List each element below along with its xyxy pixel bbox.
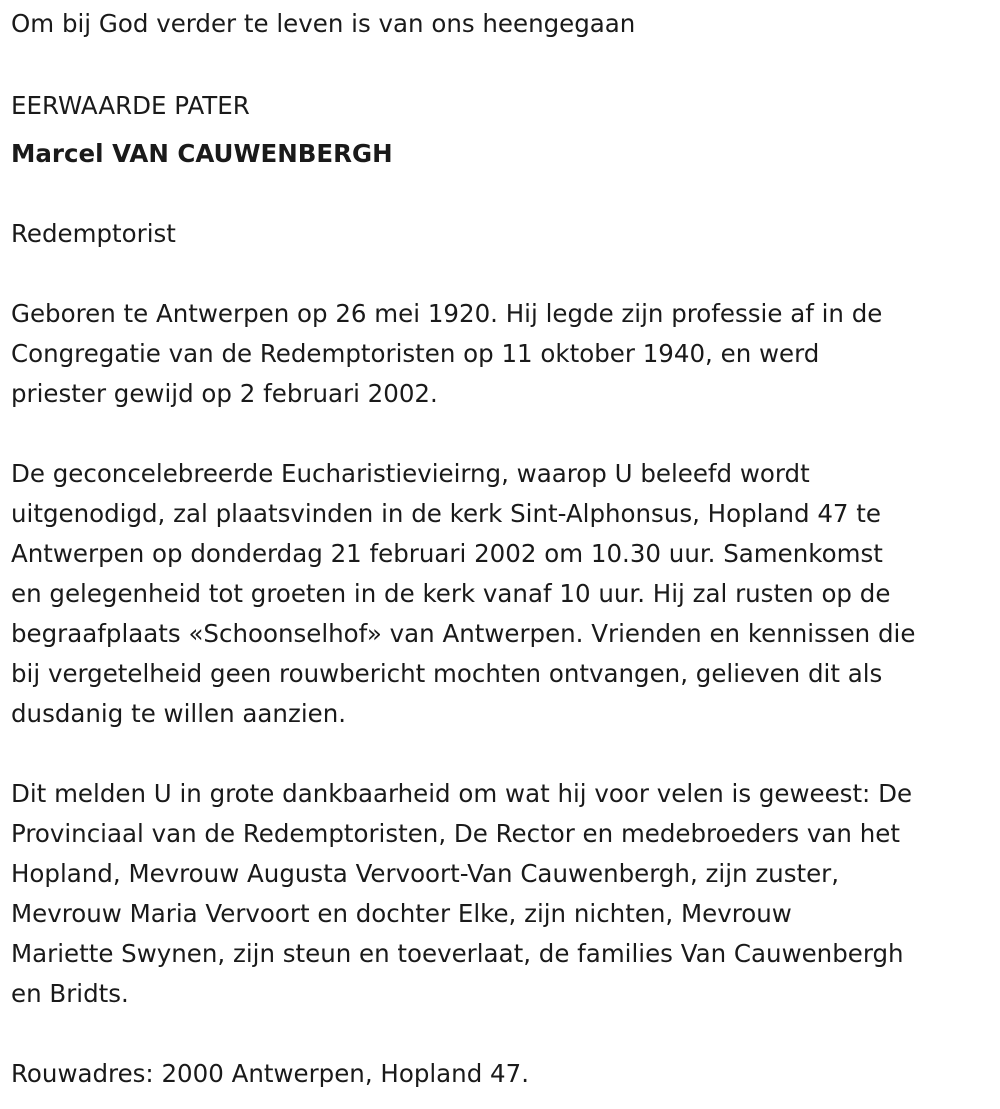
paragraph-line: Geboren te Antwerpen op 26 mei 1920. Hij legde zijn professie af in de bbox=[11, 299, 883, 328]
paragraph-line: en gelegenheid tot groeten in de kerk vanaf 10 uur. Hij zal rusten op de bbox=[11, 579, 891, 608]
paragraph-line: Congregatie van de Redemptoristen op 11 oktober 1940, en werd bbox=[11, 339, 820, 368]
paragraph-line: Hopland, Mevrouw Augusta Vervoort-Van Cauwenbergh, zijn zuster, bbox=[11, 859, 840, 888]
title-line: EERWAARDE PATER bbox=[11, 91, 250, 120]
mourning-address: Rouwadres: 2000 Antwerpen, Hopland 47. bbox=[11, 1059, 530, 1088]
religious-order: Redemptorist bbox=[11, 219, 176, 248]
paragraph-line: Dit melden U in grote dankbaarheid om wat hij voor velen is geweest: De bbox=[11, 779, 913, 808]
paragraph-line: bij vergetelheid geen rouwbericht mochten ontvangen, gelieven dit als bbox=[11, 659, 883, 688]
paragraph-line: dusdanig te willen aanzien. bbox=[11, 699, 347, 728]
intro-text: Om bij God verder te leven is van ons heengegaan bbox=[11, 9, 636, 38]
paragraph-line: priester gewijd op 2 februari 2002. bbox=[11, 379, 438, 408]
paragraph-line: Provinciaal van de Redemptoristen, De Rector en medebroeders van het bbox=[11, 819, 900, 848]
paragraph-line: De geconcelebreerde Eucharistievieirng, waarop U beleefd wordt bbox=[11, 459, 810, 488]
paragraph-line: uitgenodigd, zal plaatsvinden in de kerk Sint-Alphonsus, Hopland 47 te bbox=[11, 499, 881, 528]
deceased-name: Marcel VAN CAUWENBERGH bbox=[11, 139, 393, 168]
paragraph-line: Mariette Swynen, zijn steun en toeverlaat, de families Van Cauwenbergh bbox=[11, 939, 904, 968]
paragraph-line: en Bridts. bbox=[11, 979, 129, 1008]
paragraph-line: Mevrouw Maria Vervoort en dochter Elke, zijn nichten, Mevrouw bbox=[11, 899, 792, 928]
paragraph-line: Antwerpen op donderdag 21 februari 2002 om 10.30 uur. Samenkomst bbox=[11, 539, 883, 568]
paragraph-line: begraafplaats «Schoonselhof» van Antwerpen. Vrienden en kennissen die bbox=[11, 619, 916, 648]
